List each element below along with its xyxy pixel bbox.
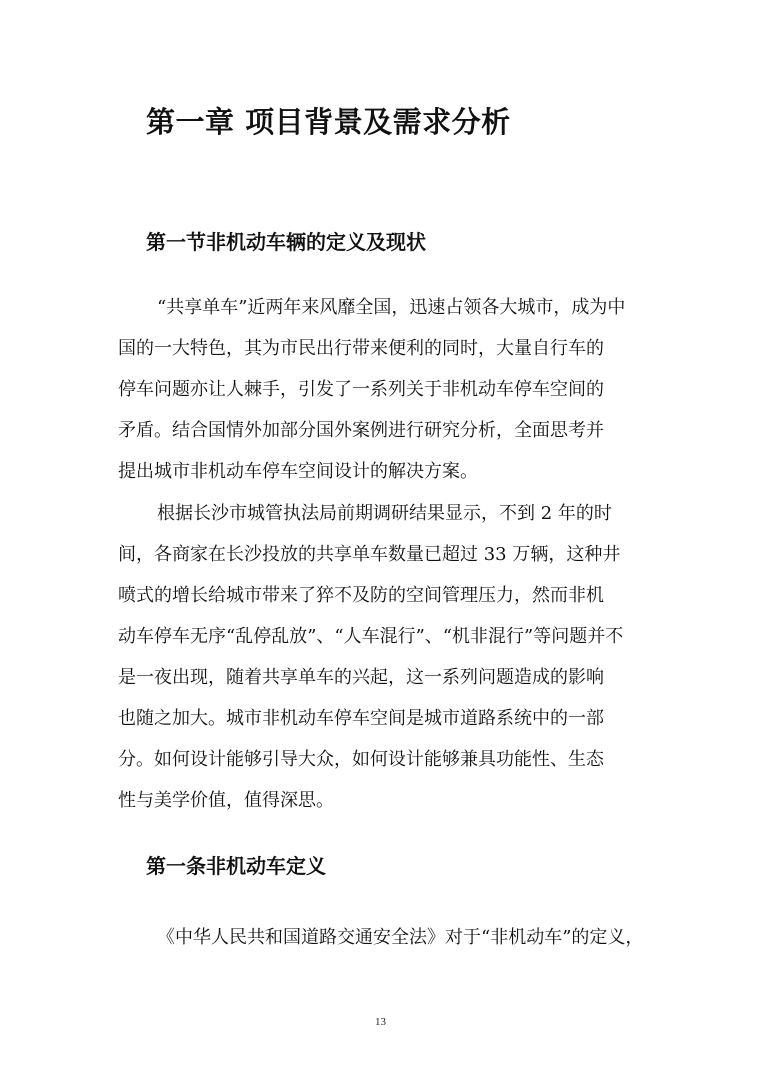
paragraph-2-line: 根据长沙市城管执法局前期调研结果显示，不到 2 年的时: [157, 503, 612, 524]
page-number: 13: [375, 1016, 386, 1028]
paragraph-1-line: 停车问题亦让人棘手，引发了一系列关于非机动车停车空间的: [118, 379, 604, 400]
paragraph-2-line: 动车停车无序“乱停乱放”、“人车混行”、“机非混行”等问题并不: [118, 626, 624, 647]
section-title: 第一节非机动车辆的定义及现状: [146, 230, 426, 254]
paragraph-2-line: 间，各商家在长沙投放的共享单车数量已超过 33 万辆，这种井: [118, 544, 621, 565]
chapter-title: 第一章 项目背景及需求分析: [146, 105, 511, 139]
paragraph-2-line: 喷式的增长给城市带来了猝不及防的空间管理压力，然而非机: [118, 585, 604, 606]
paragraph-1-line: “共享单车”近两年来风靡全国，迅速占领各大城市，成为中: [157, 297, 626, 318]
paragraph-1-line: 提出城市非机动车停车空间设计的解决方案。: [118, 461, 478, 482]
paragraph-1-line: 矛盾。结合国情外加部分国外案例进行研究分析，全面思考并: [118, 420, 604, 441]
paragraph-1-line: 国的一大特色，其为市民出行带来便利的同时，大量自行车的: [118, 338, 604, 359]
paragraph-2-line: 是一夜出现，随着共享单车的兴起，这一系列问题造成的影响: [118, 667, 604, 688]
paragraph-2-line: 也随之加大。城市非机动车停车空间是城市道路系统中的一部: [118, 708, 604, 729]
paragraph-3-line: 《中华人民共和国道路交通安全法》对于“非机动车”的定义，: [157, 927, 644, 948]
paragraph-2-line: 分。如何设计能够引导大众，如何设计能够兼具功能性、生态: [118, 749, 604, 770]
paragraph-2-line: 性与美学价值，值得深思。: [118, 790, 334, 811]
article-title: 第一条非机动车定义: [146, 854, 326, 878]
